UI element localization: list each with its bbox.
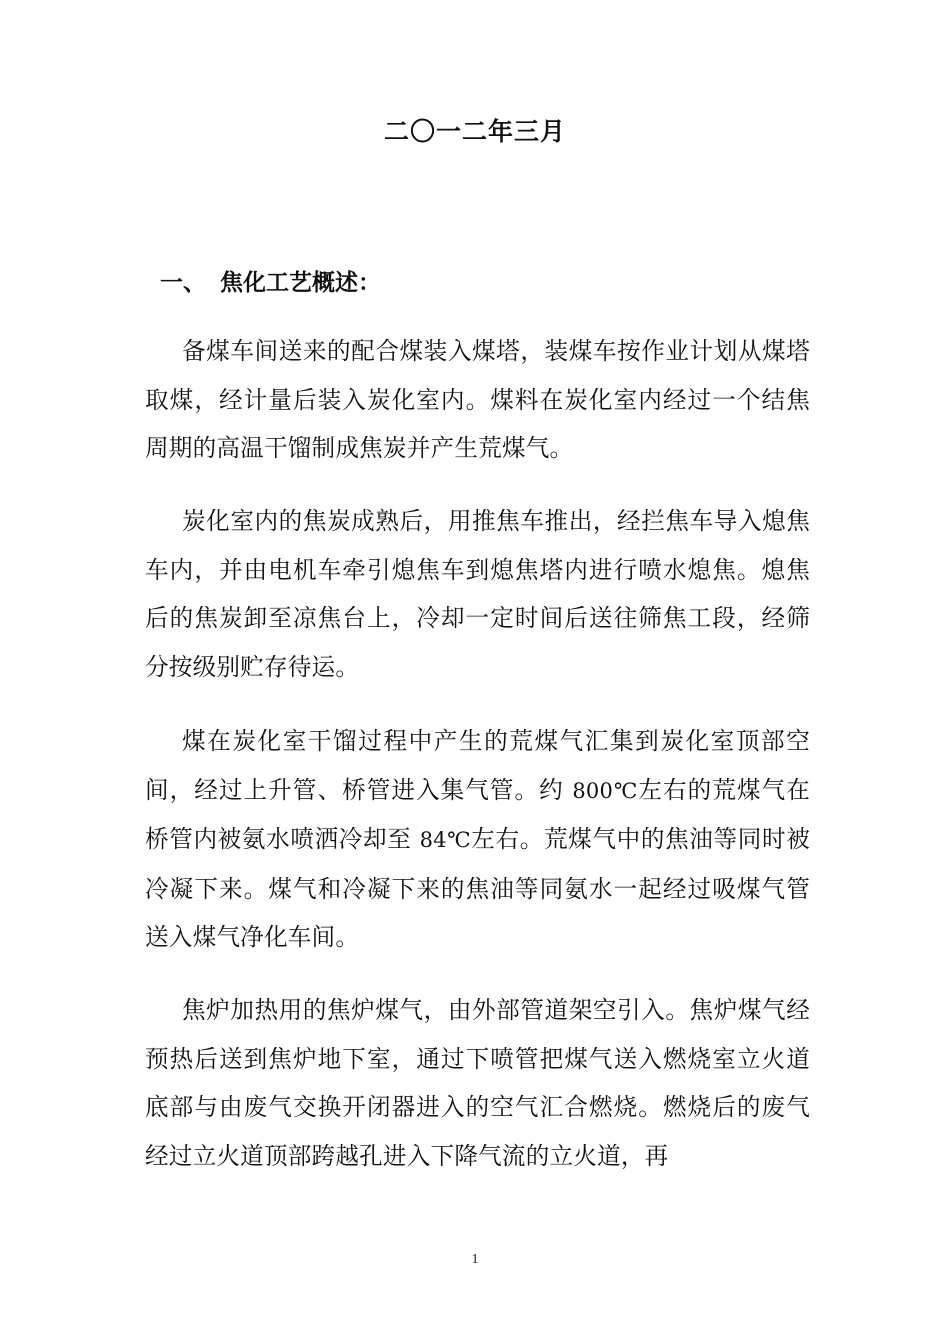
section-title: 焦化工艺概述： (220, 270, 381, 296)
paragraph-4 (145, 986, 810, 1180)
paragraph-2 (145, 497, 810, 691)
section-heading (160, 264, 381, 297)
paragraph-text: 备煤车间送来的配合煤装入煤塔，装煤车按作业计划从煤塔取煤，经计量后装入炭化室内。煤料在炭化室内经过一个结焦周期的高温干馏制成焦炭并产生荒煤气。 (145, 337, 810, 462)
paragraph-segment: 煤在炭化室干馏过程中产生的荒煤气汇集到炭化室顶部空间，经过上升管、桥管进入集气管。约 (145, 727, 810, 804)
paragraph-3 (145, 717, 810, 962)
paragraph-text: 焦炉加热用的焦炉煤气，由外部管道架空引入。焦炉煤气经预热后送到焦炉地下室，通过下喷管把煤气送入燃烧室立火道底部与由废气交换开闭器进入的空气汇合燃烧。燃烧后的废气经过立火道顶部跨越孔进入下降气流的立火道，再 (145, 996, 810, 1170)
temperature-value: 84℃ (419, 828, 472, 852)
paragraph-1 (145, 327, 810, 473)
paragraph-segment: 左右的荒煤气在桥管内被氨水喷洒冷却至 (145, 775, 810, 853)
page-number: 1 (471, 1252, 479, 1267)
paragraph-text: 炭化室内的焦炭成熟后，用推焦车推出，经拦焦车导入熄焦车内，并由电机车牵引熄焦车到熄焦塔内进行喷水熄焦。熄焦后的焦炭卸至凉焦台上，冷却一定时间后送往筛焦工段，经筛分按级别贮存待运。 (145, 507, 810, 681)
date-title: 二〇一二年三月 (383, 117, 566, 146)
paragraph-text (145, 717, 810, 962)
temperature-value: 800℃ (572, 778, 639, 803)
paragraph-segment: 左右。荒煤气中的焦油等同时被冷凝下来。煤气和冷凝下来的焦油等同氨水一起经过吸煤气管送入煤气净化车间。 (145, 825, 810, 951)
section-number: 一、 (160, 270, 206, 296)
